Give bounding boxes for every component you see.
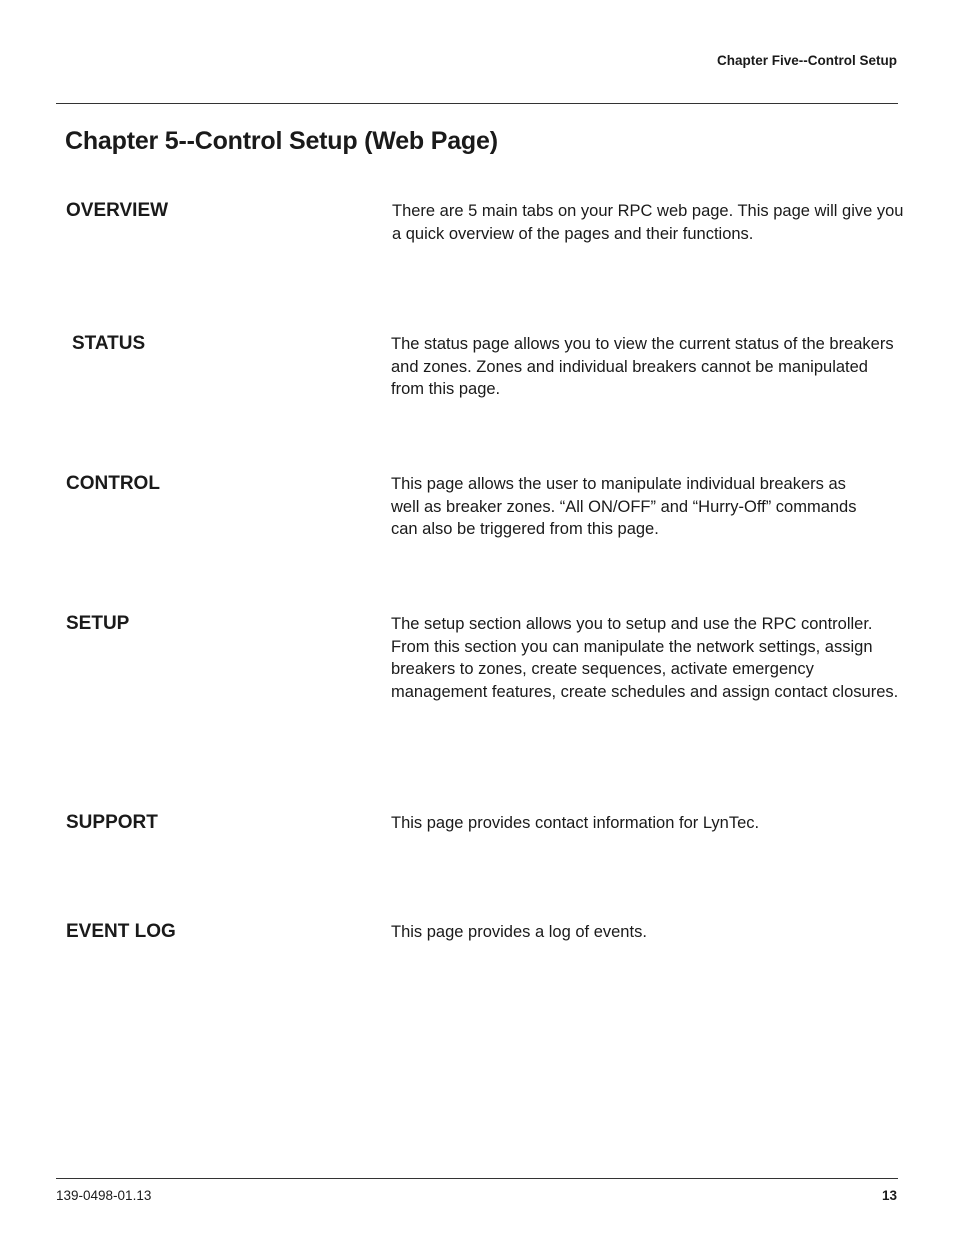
- section-body: The status page allows you to view the current status of the breakers and zones. Zones and individual breakers cannot be manipulated from this page.: [391, 335, 894, 399]
- section-heading: CONTROL: [66, 473, 160, 494]
- running-head: Chapter Five--Control Setup: [716, 53, 897, 68]
- section-heading: SETUP: [66, 613, 130, 634]
- document-number: 139-0498-01.13: [56, 1188, 152, 1203]
- section-body: There are 5 main tabs on your RPC web page. This page will give you a quick overview of the pages and their functions.: [392, 202, 904, 243]
- section-body: This page allows the user to manipulate individual breakers as well as breaker zones. “All ON/OFF” and “Hurry-Off” commands can also be triggered from this page.: [391, 475, 857, 539]
- section-heading: SUPPORT: [66, 812, 158, 833]
- section-body: The setup section allows you to setup and use the RPC controller. From this section you can manipulate the network settings, assign breakers to zones, create sequences, activate emergency management features, create schedules and assign contact closures.: [391, 615, 899, 701]
- section-heading: OVERVIEW: [66, 200, 169, 221]
- page-number: 13: [881, 1188, 897, 1203]
- chapter-title: Chapter 5--Control Setup (Web Page): [65, 127, 498, 155]
- section-heading: STATUS: [72, 333, 146, 354]
- footer-rule: [56, 1178, 898, 1179]
- section-body: This page provides contact information for LynTec.: [391, 814, 760, 832]
- header-rule: [56, 103, 898, 104]
- section-body: This page provides a log of events.: [391, 923, 647, 941]
- section-heading: EVENT LOG: [66, 921, 176, 942]
